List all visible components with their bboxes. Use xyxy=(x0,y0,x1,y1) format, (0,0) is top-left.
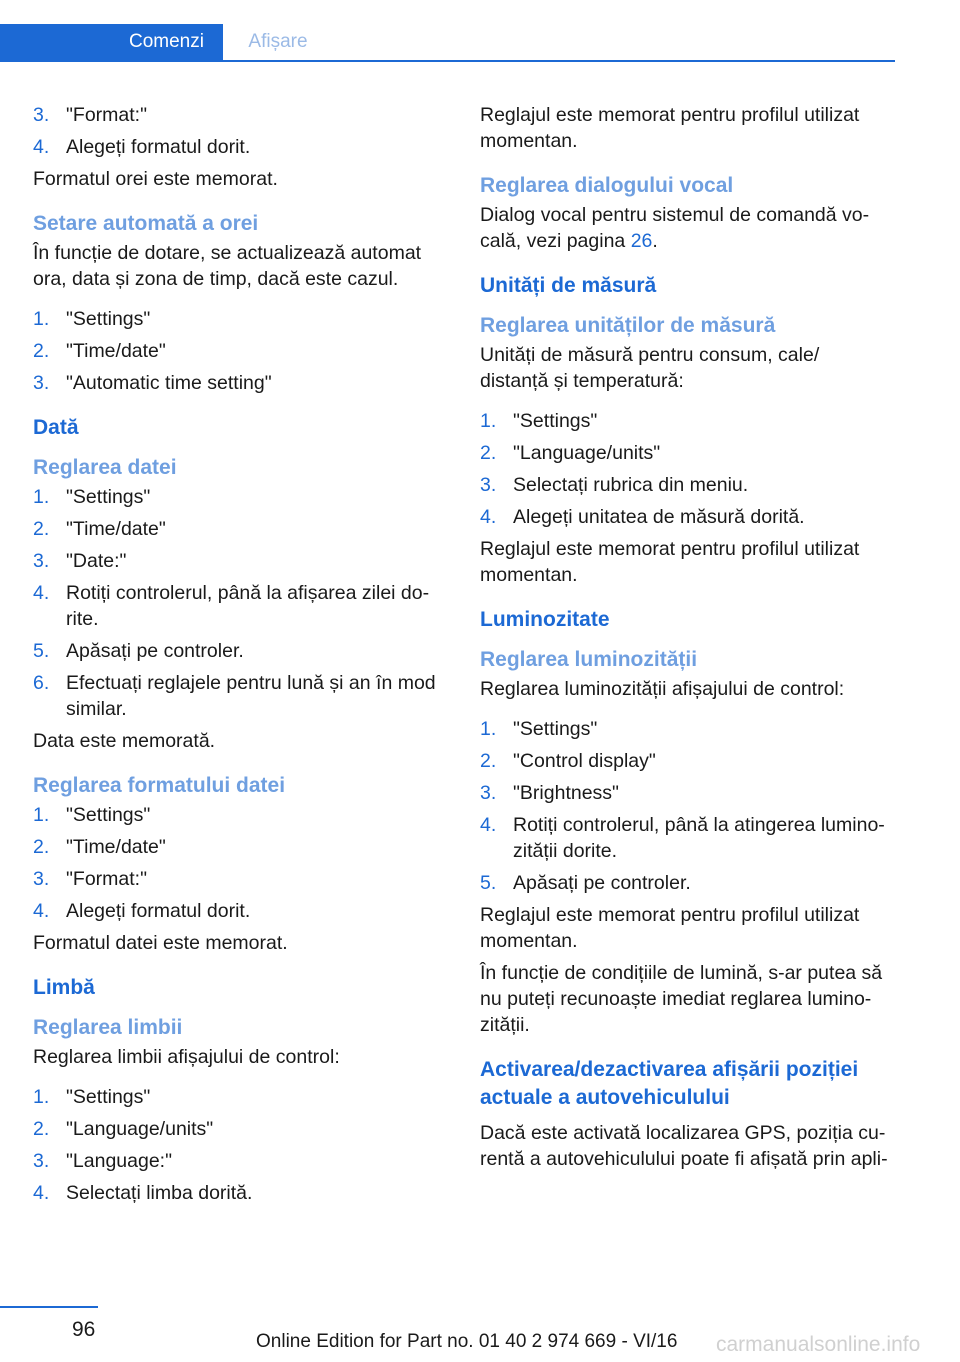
heading-reglarea-unitatilor: Reglarea unităților de măsură xyxy=(480,314,776,337)
list-item: 1. "Settings" xyxy=(480,718,598,740)
heading-setare-automata: Setare automată a orei xyxy=(33,212,259,235)
tab-afisare[interactable]: Afișare xyxy=(248,31,308,52)
list-item: 1. "Settings" xyxy=(33,486,151,508)
list-item: 2. "Time/date" xyxy=(33,518,166,540)
heading-data: Dată xyxy=(33,416,79,439)
paragraph: Dacă este activată localizarea GPS, poziția cu‐rentă a autovehiculului poate fi afișată prin apli‐ xyxy=(480,1122,888,1170)
list-item: 2. "Time/date" xyxy=(33,340,166,362)
list-item: 4. Rotiți controlerul, până la atingerea lumino‐zității dorite. xyxy=(480,814,885,862)
list-item: 2. "Language/units" xyxy=(33,1118,214,1140)
list-item: 3. "Automatic time setting" xyxy=(33,372,272,394)
list-item: 4. Alegeți formatul dorit. xyxy=(33,900,251,922)
paragraph: În funcție de condițiile de lumină, s-ar putea să nu puteți recunoaște imediat reglarea lumino‐zității. xyxy=(480,962,883,1036)
tab-comenzi-label: Comenzi xyxy=(129,31,204,52)
paragraph: Formatul orei este memorat. xyxy=(33,168,278,190)
list-item: 5. Apăsați pe controler. xyxy=(480,872,691,894)
list-formatului xyxy=(33,802,445,924)
list-item: 4. Rotiți controlerul, până la afișarea zilei do‐rite. xyxy=(33,582,430,630)
watermark: carmanualsonline.info xyxy=(716,1333,921,1356)
paragraph: Reglajul este memorat pentru profilul utilizat momentan. xyxy=(480,104,860,152)
heading-reglarea-limbii: Reglarea limbii xyxy=(33,1016,183,1039)
heading-activare-pozitie: Activarea/dezactivarea afișării poziției actuale a autovehiculului xyxy=(480,1058,859,1109)
list-item: 1. "Settings" xyxy=(33,804,151,826)
paragraph: Unități de măsură pentru consum, cale/ distanță și temperatură: xyxy=(480,344,820,392)
heading-dialog-vocal: Reglarea dialogului vocal xyxy=(480,174,734,197)
dialog-text: Dialog vocal pentru sistemul de comandă vo‐cală, vezi pagina xyxy=(480,204,870,252)
list-item: 3. Selectați rubrica din meniu. xyxy=(480,474,749,496)
list-item: 3. "Format:" xyxy=(33,868,148,890)
left-column xyxy=(33,102,445,1212)
list-item: 6. Efectuați reglajele pentru lună și an în mod similar. xyxy=(33,672,436,720)
heading-reglarea-formatului: Reglarea formatului datei xyxy=(33,774,286,797)
list-item: 3. "Format:" xyxy=(33,104,148,126)
list-item: 2. "Time/date" xyxy=(33,836,166,858)
edition-footer: Online Edition for Part no. 01 40 2 974 669 - VI/16 xyxy=(256,1331,678,1352)
heading-limba: Limbă xyxy=(33,976,95,999)
heading-reglarea-luminozitatii: Reglarea luminozității xyxy=(480,648,698,671)
dialog-text-end: . xyxy=(652,230,658,252)
paragraph: În funcție de dotare, se actualizează automat ora, data și zona de timp, dacă este cazul. xyxy=(33,242,422,290)
right-column xyxy=(480,102,892,1178)
list-item: 5. Apăsați pe controler. xyxy=(33,640,244,662)
heading-luminozitate: Luminozitate xyxy=(480,608,610,631)
list-item: 4. Alegeți unitatea de măsură dorită. xyxy=(480,506,805,528)
list-limbii xyxy=(33,1084,445,1206)
list-item: 1. "Settings" xyxy=(33,1086,151,1108)
tab-divider xyxy=(0,60,895,62)
tab-comenzi[interactable] xyxy=(0,24,223,60)
paragraph xyxy=(480,202,892,254)
paragraph: Reglarea luminozității afișajului de control: xyxy=(480,678,845,700)
list-item: 1. "Settings" xyxy=(33,308,151,330)
list-item: 2. "Control display" xyxy=(480,750,656,772)
list-format-time xyxy=(33,102,445,160)
list-item: 4. Selectați limba dorită. xyxy=(33,1182,253,1204)
list-item: 3. "Language:" xyxy=(33,1150,173,1172)
list-item: 2. "Language/units" xyxy=(480,442,661,464)
list-item: 3. "Brightness" xyxy=(480,782,619,804)
paragraph: Reglajul este memorat pentru profilul utilizat momentan. xyxy=(480,904,860,952)
page-number-rule xyxy=(0,1306,98,1308)
page-link-26[interactable]: 26 xyxy=(630,230,653,252)
list-luminozitatii xyxy=(480,716,892,896)
list-unitati xyxy=(480,408,892,530)
list-reglarea-datei xyxy=(33,484,445,722)
heading-unitati: Unități de măsură xyxy=(480,274,657,297)
list-item: 1. "Settings" xyxy=(480,410,598,432)
page-number: 96 xyxy=(72,1318,96,1341)
list-item: 4. Alegeți formatul dorit. xyxy=(33,136,251,158)
heading-reglarea-datei: Reglarea datei xyxy=(33,456,177,479)
list-setare xyxy=(33,306,445,396)
paragraph: Data este memorată. xyxy=(33,730,216,752)
paragraph: Reglarea limbii afișajului de control: xyxy=(33,1046,340,1068)
paragraph: Reglajul este memorat pentru profilul utilizat momentan. xyxy=(480,538,860,586)
paragraph: Formatul datei este memorat. xyxy=(33,932,288,954)
tab-bar xyxy=(0,24,895,62)
list-item: 3. "Date:" xyxy=(33,550,127,572)
